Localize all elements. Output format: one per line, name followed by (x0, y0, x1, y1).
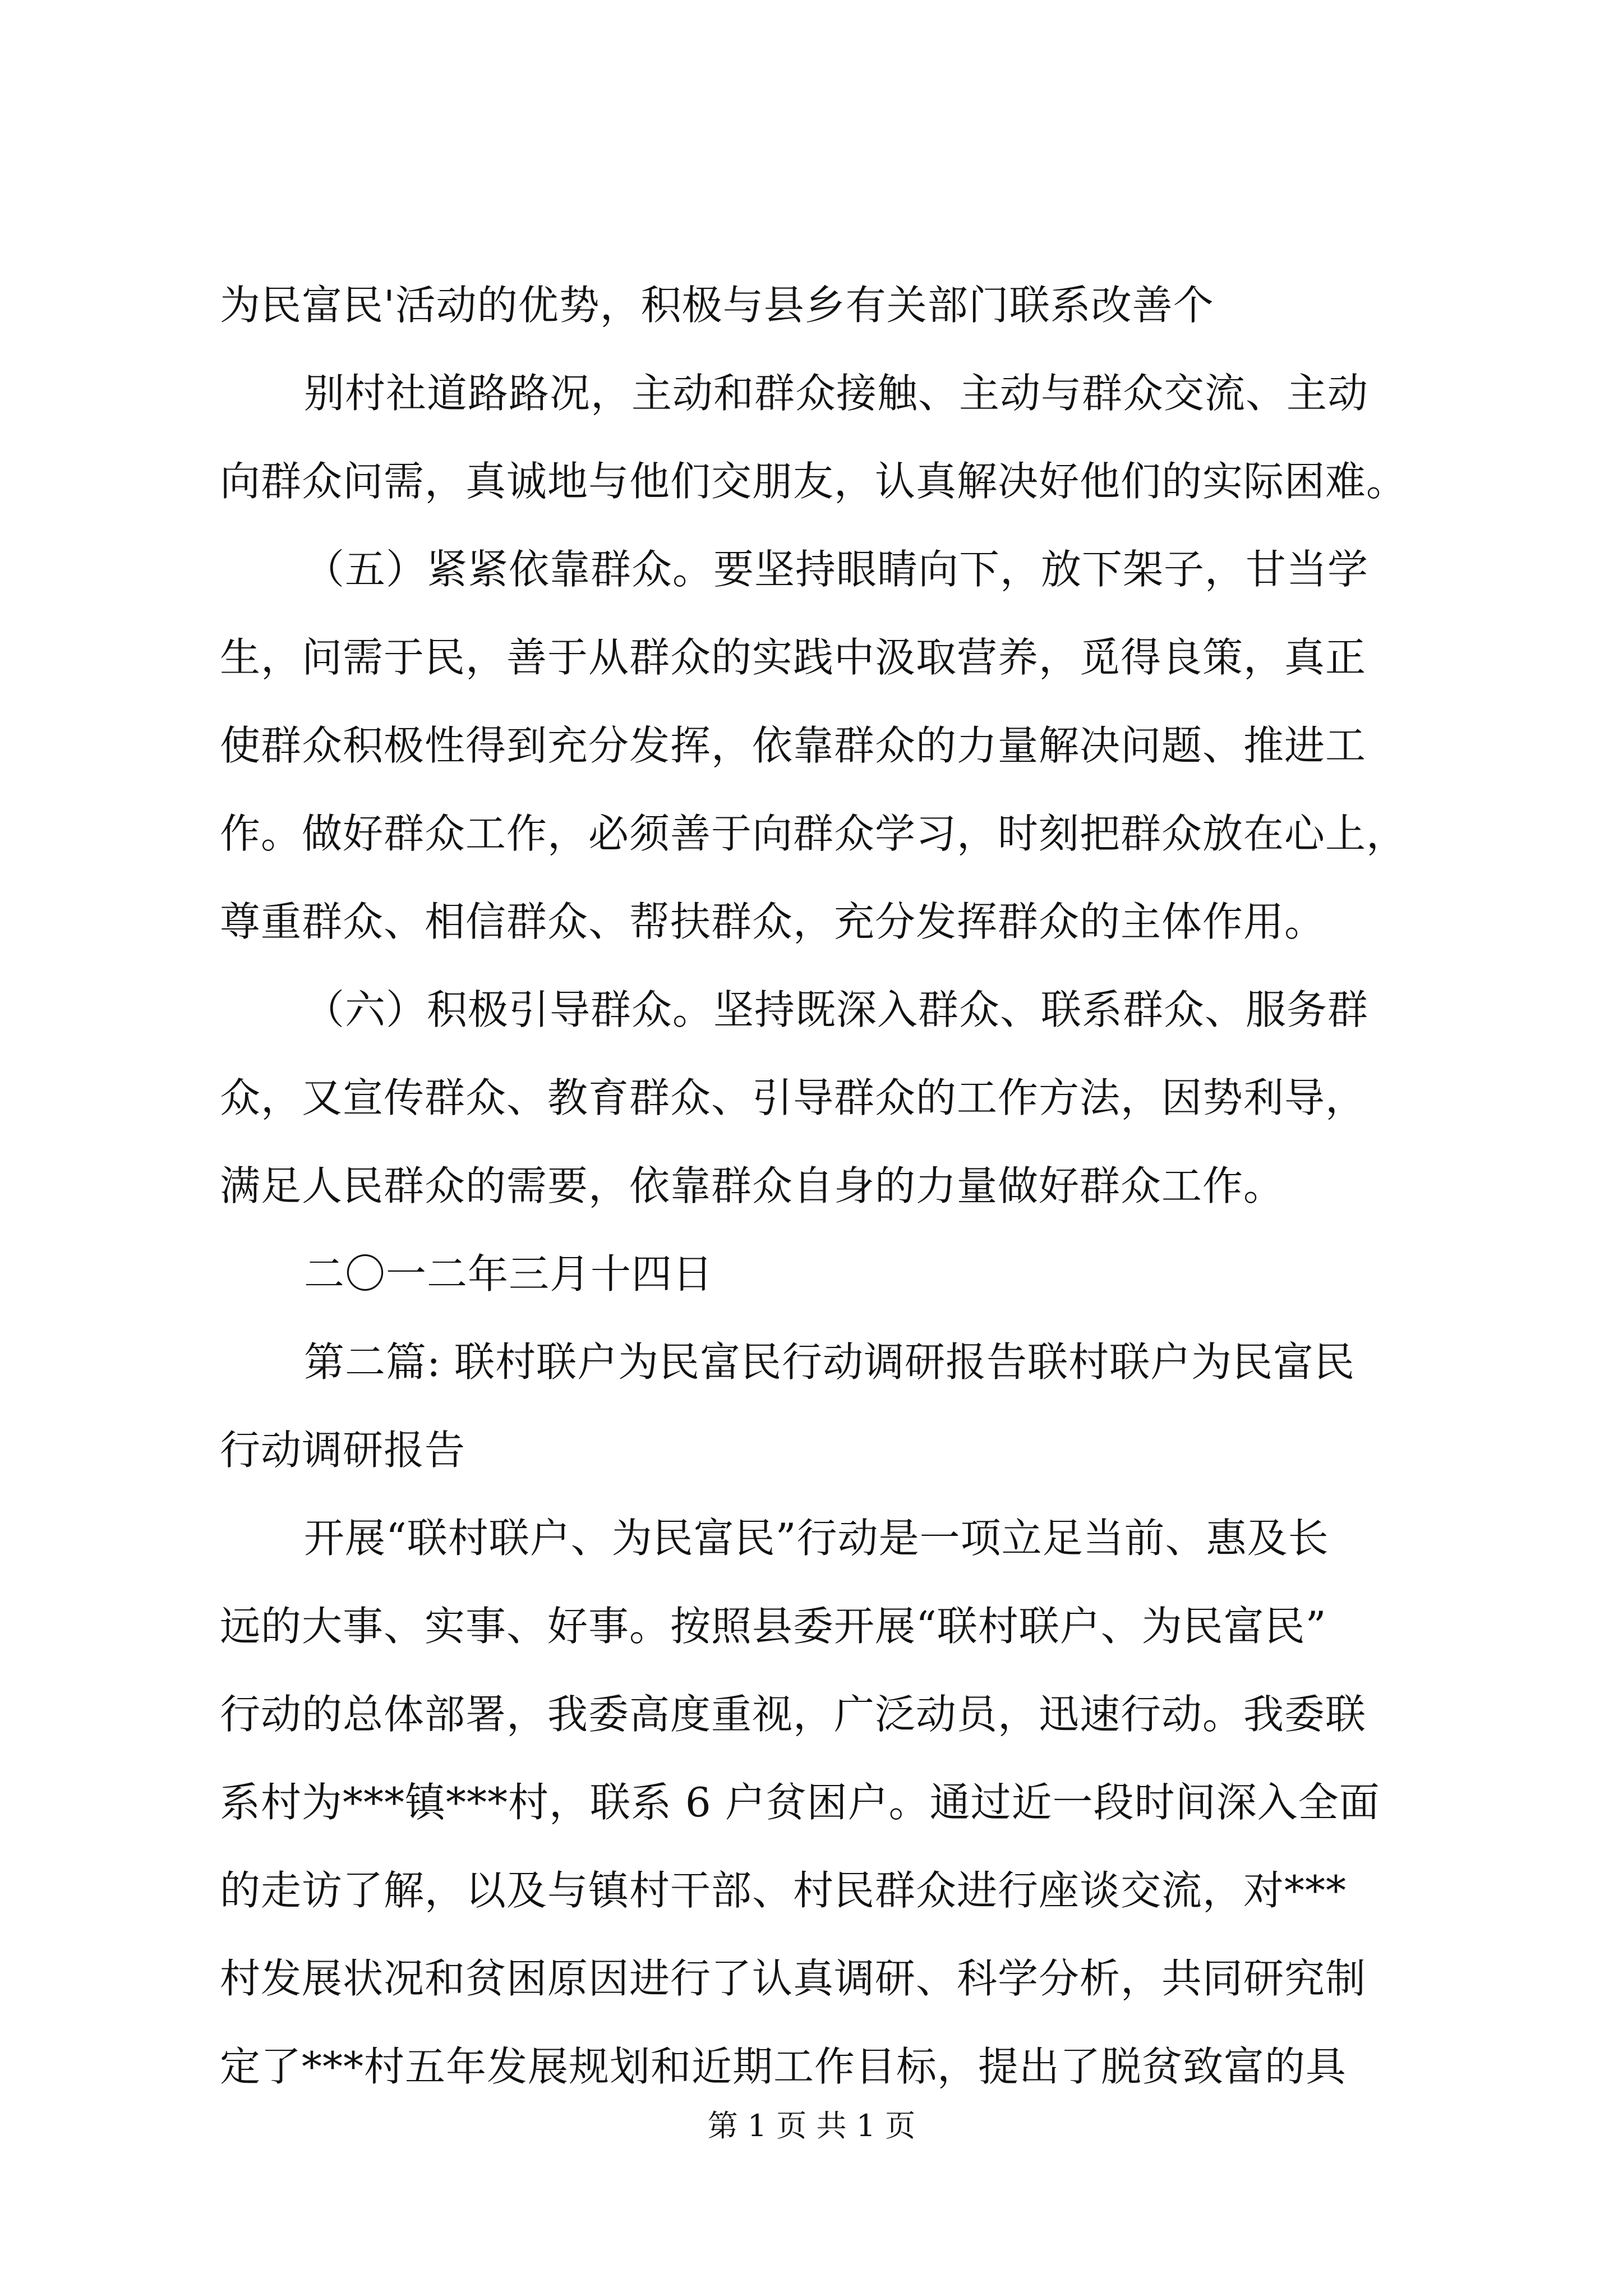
text-line: 别村社道路路况，主动和群众接触、主动与群众交流、主动 (304, 370, 1369, 417)
text-line: 行动调研报告 (220, 1427, 466, 1474)
text-line: 使群众积极性得到充分发挥，依靠群众的力量解决问题、推进工 (220, 722, 1367, 769)
text-line: 的走访了解，以及与镇村干部、村民群众进行座谈交流，对*** (220, 1867, 1347, 1914)
text-line: 村发展状况和贫困原因进行了认真调研、科学分析，共同研究制 (220, 1955, 1367, 2002)
text-line: 作。做好群众工作，必须善于向群众学习，时刻把群众放在心上， (220, 810, 1408, 857)
text-line: 行动的总体部署，我委高度重视，广泛动员，迅速行动。我委联 (220, 1691, 1367, 1738)
text-line: 二〇一二年三月十四日 (304, 1250, 714, 1297)
text-line: 远的大事、实事、好事。按照县委开展“联村联户、为民富民” (220, 1603, 1327, 1650)
text-line: 满足人民群众的需要，依靠群众自身的力量做好群众工作。 (220, 1162, 1285, 1209)
text-line: 定了***村五年发展规划和近期工作目标，提出了脱贫致富的具 (220, 2043, 1347, 2090)
text-line: 众，又宣传群众、教育群众、引导群众的工作方法，因势利导， (220, 1074, 1367, 1121)
text-line: 生，问需于民，善于从群众的实践中汲取营养，觅得良策，真正 (220, 634, 1367, 681)
text-line: （六）积极引导群众。坚持既深入群众、联系群众、服务群 (304, 986, 1369, 1033)
text-line: 尊重群众、相信群众、帮扶群众，充分发挥群众的主体作用。 (220, 898, 1326, 945)
text-line: 系村为***镇***村，联系 6 户贫困户。通过近一段时间深入全面 (220, 1779, 1380, 1826)
text-line: 第二篇: 联村联户为民富民行动调研报告联村联户为民富民 (304, 1338, 1355, 1386)
page-footer: 第 1 页 共 1 页 (707, 2108, 916, 2143)
text-line: （五）紧紧依靠群众。要坚持眼睛向下，放下架子，甘当学 (304, 546, 1369, 593)
text-line: 开展“联村联户、为民富民”行动是一项立足当前、惠及长 (304, 1515, 1329, 1562)
text-line: 向群众问需，真诚地与他们交朋友，认真解决好他们的实际困难。 (220, 458, 1408, 505)
document-body (220, 261, 1414, 2111)
text-line: 为民富民'活动的优势，积极与县乡有关部门联系改善个 (220, 282, 1214, 329)
